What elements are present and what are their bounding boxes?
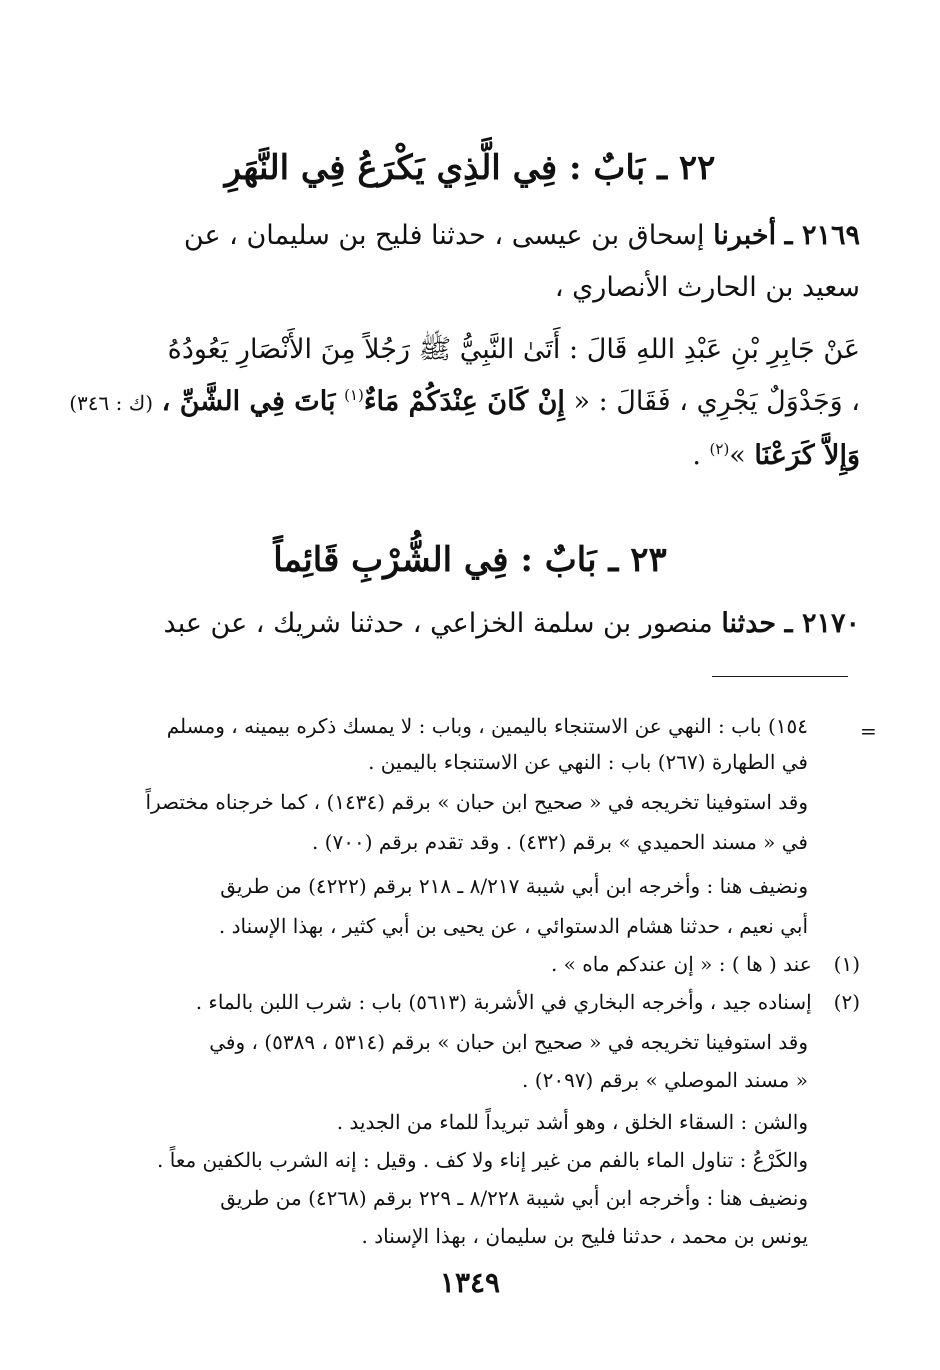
- footnote-cont-line: أبي نعيم ، حدثنا هشام الدستوائي ، عن يحيى بن أبي كثير ، بهذا الإسناد .: [218, 914, 808, 938]
- footnote-2-line: والكَرْعُ : تناول الماء بالفم من غير إناء ولا كف . وقيل : إنه الشرب بالكفين معاً .: [157, 1148, 808, 1172]
- hadith-2169-text-line1: عَنْ جَابِرِ بْنِ عَبْدِ اللهِ قَالَ : أَتَىٰ النَّبِيُّ ﷺ رَجُلاً مِنَ الأَنْصَارِ يَعُودُهُ: [167, 334, 860, 365]
- footnote-ref-2: (٢): [709, 440, 730, 458]
- hadith-2170-number: ٢١٧٠ ـ: [784, 608, 860, 639]
- chapter-23-title: ٢٣ ـ بَابٌ : فِي الشُّرْبِ قَائِماً: [273, 540, 667, 580]
- hadith-2169-isnad-line2: سعيد بن الحارث الأنصاري ،: [554, 272, 860, 303]
- footnote-cont-line: في الطهارة (٢٦٧) باب : النهي عن الاستنجاء باليمين .: [368, 750, 808, 774]
- footnote-cont-line: في « مسند الحميدي » برقم (٤٣٢) . وقد تقدم برقم (٧٠٠) .: [311, 830, 808, 854]
- hadith-2169-isnad-text1: إسحاق بن عيسى ، حدثنا فليح بن سليمان ، عن: [183, 220, 705, 251]
- footnote-ref-1: (١): [344, 386, 364, 404]
- continuation-mark: =: [860, 719, 877, 743]
- footnote-cont-line: وقد استوفينا تخريجه في « صحيح ابن حبان » برقم (١٤٣٤) ، كما خرجناه مختصراً: [145, 790, 808, 814]
- footnote-2-line: وقد استوفينا تخريجه في « صحيح ابن حبان » برقم (٥٣١٤ ، ٥٣٨٩) ، وفي: [209, 1030, 808, 1054]
- hadith-2169-text-part: ، وَجَدْوَلٌ يَجْرِي ، فَقَالَ : «: [573, 386, 860, 417]
- footnote-cont-line: ونضيف هنا : وأخرجه ابن أبي شيبة ٨/٢١٧ ـ ٢١٨ برقم (٤٢٢٢) من طريق: [220, 874, 808, 898]
- hadith-2169-ref: (ك : ٣٤٦): [69, 391, 154, 415]
- footnote-2-line: « مسند الموصلي » برقم (٢٠٩٧) .: [522, 1068, 808, 1092]
- footnote-1: [92, 952, 860, 976]
- chapter-22-title: ٢٢ ـ بَابٌ : فِي الَّذِي يَكْرَعُ فِي النَّهَرِ: [224, 148, 716, 188]
- hadith-2170-haddathana: حدثنا: [721, 608, 777, 639]
- footnote-2-line: ونضيف هنا : وأخرجه ابن أبي شيبة ٨/٢٢٨ ـ ٢٢٩ برقم (٤٢٦٨) من طريق: [220, 1186, 808, 1210]
- footnote-2-number: (٢): [833, 990, 860, 1014]
- footnote-2-line: يونس بن محمد ، حدثنا فليح بن سليمان ، بهذا الإسناد .: [361, 1224, 808, 1248]
- footnote-1-text: عند ( ها ) : « إن عندكم ماه » .: [550, 952, 812, 976]
- footnote-cont-line: ١٥٤) باب : النهي عن الاستنجاء باليمين ، وباب : لا يمسك ذكره بيمينه ، ومسلم: [166, 714, 808, 738]
- page-number: ١٣٤٩: [439, 1266, 501, 1299]
- hadith-2169-period: .: [692, 440, 701, 471]
- hadith-2169-quote-close: »: [729, 440, 746, 471]
- footnote-2-line: والشن : السقاء الخلق ، وهو أشد تبريداً للماء من الجديد .: [336, 1110, 808, 1134]
- hadith-2170-text: منصور بن سلمة الخزاعي ، حدثنا شريك ، عن عبد: [163, 608, 713, 639]
- hadith-2169-quote: إِنْ كَانَ عِنْدَكُمْ مَاءٌ: [363, 386, 565, 417]
- hadith-2169-quote3: وَإِلاَّ كَرَعْنَا: [754, 440, 860, 471]
- footnote-2: [92, 990, 860, 1014]
- hadith-2169-akhbarana: أخبرنا: [713, 220, 777, 251]
- footnote-separator: [712, 676, 848, 677]
- hadith-2169-quote2: بَاتَ فِي الشَّنِّ ،: [161, 386, 336, 417]
- footnote-1-number: (١): [833, 952, 860, 976]
- hadith-2170-line1: [80, 608, 860, 639]
- hadith-2169-text-line2: [69, 386, 860, 417]
- footnote-2-text: إسناده جيد ، وأخرجه البخاري في الأشربة (٥٦١٣) باب : شرب اللبن بالماء .: [195, 990, 812, 1014]
- hadith-2169-isnad-line1: [80, 220, 860, 251]
- hadith-2169-text-line3: [80, 440, 860, 471]
- hadith-2169-number: ٢١٦٩ ـ: [784, 220, 860, 251]
